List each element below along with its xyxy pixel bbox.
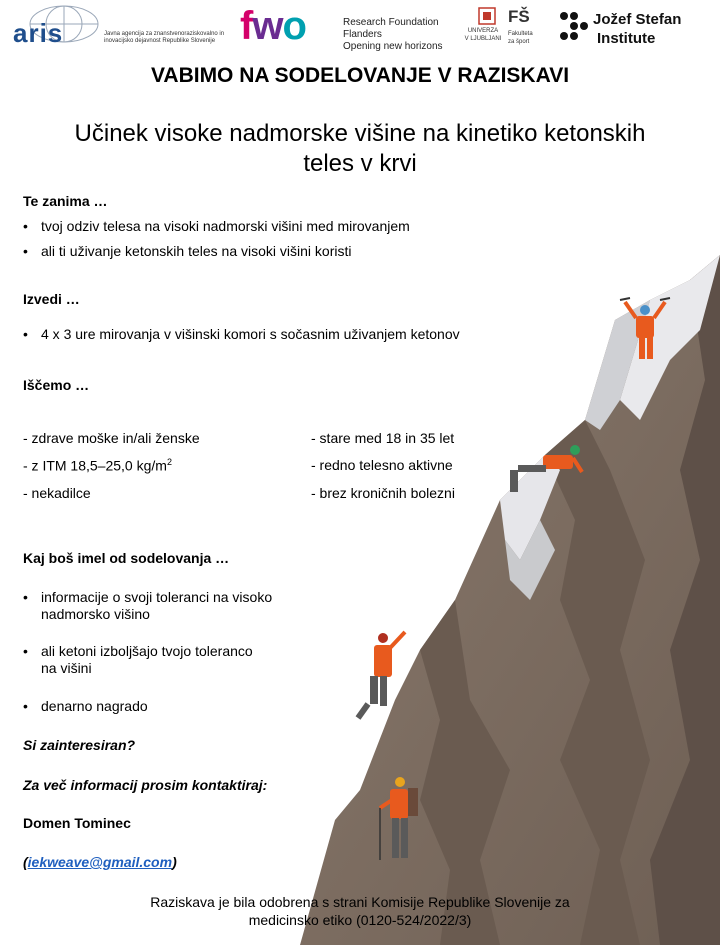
- seeking-heading: Iščemo …: [23, 377, 90, 393]
- fwo-subtitle: [343, 17, 443, 53]
- perform-heading: Izvedi …: [23, 291, 80, 307]
- study-title: [20, 119, 700, 179]
- page-title: VABIMO NA SODELOVANJE V RAZISKAVI: [150, 64, 570, 87]
- uni-line2: V LJUBLJANI: [464, 36, 502, 42]
- seeking-left-item: - z ITM 18,5–25,0 $kg/m^2$: [23, 457, 172, 474]
- seeking-right-item: - brez kroničnih bolezni: [311, 485, 455, 501]
- fwo-logo: fwo: [240, 4, 306, 48]
- ijs-line1: Jožef Stefan: [593, 11, 682, 28]
- fs-logo: FŠ: [508, 7, 530, 26]
- aris-logo: aris: [13, 18, 64, 48]
- fwo-line2: Flanders: [343, 29, 382, 40]
- ethics-approval-note: [40, 893, 680, 929]
- fs-subtitle: [508, 30, 533, 46]
- study-title-line1: Učinek visoke nadmorske višine na kinetiko ketonskih: [74, 120, 646, 147]
- contact-prompt: Za več informacij prosim kontaktiraj:: [23, 777, 268, 793]
- uni-ljubljana-crest-icon: [477, 6, 497, 26]
- seeking-left-item: - zdrave moške in/ali ženske: [23, 430, 200, 446]
- fs-line2: za šport: [508, 39, 530, 45]
- seeking-right-item: - stare med 18 in 35 let: [311, 430, 455, 446]
- interest-heading: Te zanima …: [23, 193, 108, 209]
- seeking-left-item: - nekadilce: [23, 485, 91, 501]
- ijs-dots-icon: [558, 10, 590, 44]
- aris-subtitle: Javna agencija za znanstvenoraziskovalno in inovacijsko dejavnost Republike Slovenije: [104, 31, 225, 44]
- contact-email-line: (iekweave@gmail.com): [23, 854, 177, 870]
- uni-line1: UNIVERZA: [467, 28, 499, 34]
- ijs-line2: Institute: [597, 30, 656, 47]
- footer-line1: Raziskava je bila odobrena s strani Komisije Republike Slovenije za: [150, 894, 570, 910]
- fs-line1: Fakulteta: [508, 31, 533, 37]
- benefits-heading: Kaj boš imel od sodelovanja …: [23, 550, 230, 566]
- contact-name: Domen Tominec: [23, 815, 131, 831]
- fwo-line3: Opening new horizons: [343, 41, 443, 52]
- contact-email-link[interactable]: iekweave@gmail.com: [27, 854, 173, 870]
- footer-line2: medicinsko etiko (0120-524/2022/3): [248, 912, 472, 928]
- study-title-line2: teles v krvi: [303, 150, 417, 177]
- ijs-logo: [593, 10, 681, 48]
- uni-ljubljana-logo: [461, 27, 505, 43]
- cta-question: Si zainteresiran?: [23, 737, 136, 753]
- logo-bar: [0, 0, 720, 58]
- seeking-right-item: - redno telesno aktivne: [311, 457, 453, 473]
- fwo-line1: Research Foundation: [343, 17, 439, 28]
